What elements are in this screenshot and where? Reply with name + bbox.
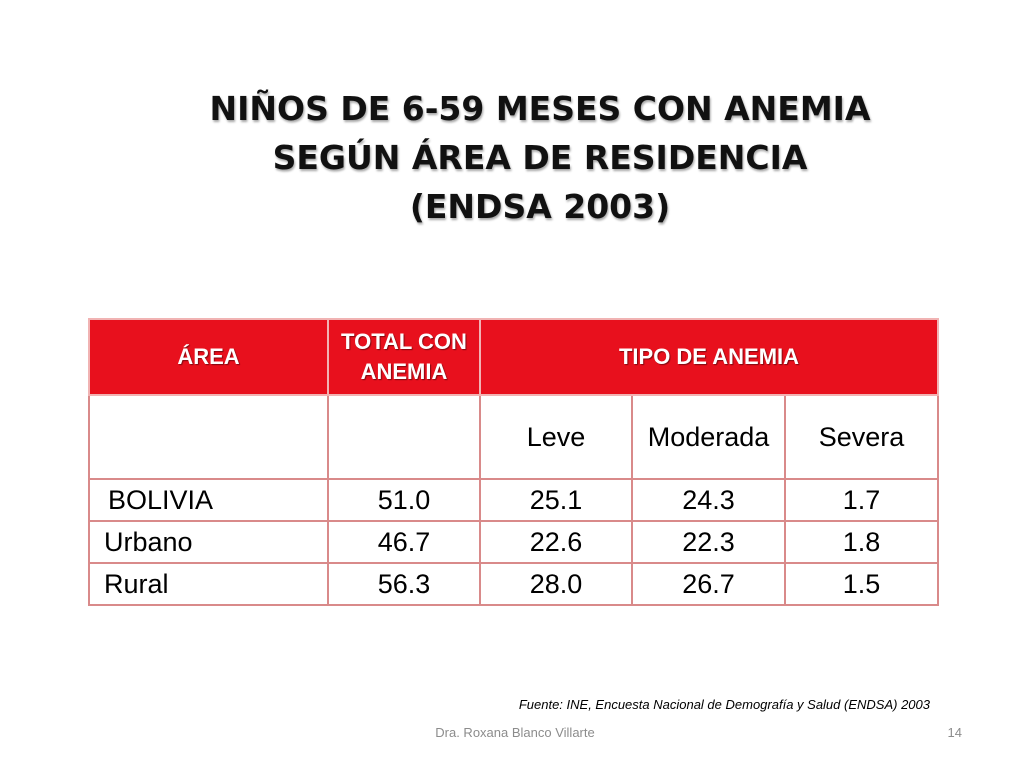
row-leve: 28.0 bbox=[480, 563, 632, 605]
row-moderada: 22.3 bbox=[632, 521, 785, 563]
header-tipo: TIPO DE ANEMIA bbox=[480, 319, 938, 395]
subheader-severa: Severa bbox=[785, 395, 938, 479]
row-area: BOLIVIA bbox=[89, 479, 328, 521]
row-severa: 1.8 bbox=[785, 521, 938, 563]
slide-title bbox=[150, 84, 930, 231]
row-severa: 1.7 bbox=[785, 479, 938, 521]
subheader-moderada: Moderada bbox=[632, 395, 785, 479]
row-moderada: 26.7 bbox=[632, 563, 785, 605]
table-row bbox=[89, 521, 938, 563]
table-header-row bbox=[89, 319, 938, 395]
subheader-cell bbox=[328, 395, 480, 479]
anemia-table bbox=[88, 318, 939, 606]
row-area: Urbano bbox=[89, 521, 328, 563]
header-total: TOTAL CON ANEMIA bbox=[328, 319, 480, 395]
table-row bbox=[89, 479, 938, 521]
header-area: ÁREA bbox=[89, 319, 328, 395]
row-moderada: 24.3 bbox=[632, 479, 785, 521]
row-severa: 1.5 bbox=[785, 563, 938, 605]
row-total: 46.7 bbox=[328, 521, 480, 563]
source-note: Fuente: INE, Encuesta Nacional de Demografía y Salud (ENDSA) 2003 bbox=[518, 697, 930, 712]
title-line-3: (ENDSA 2003) bbox=[409, 187, 671, 226]
subheader-cell bbox=[89, 395, 328, 479]
title-line-1: NIÑOS DE 6-59 MESES CON ANEMIA bbox=[209, 89, 871, 128]
row-leve: 25.1 bbox=[480, 479, 632, 521]
row-area: Rural bbox=[89, 563, 328, 605]
subheader-leve: Leve bbox=[480, 395, 632, 479]
row-total: 51.0 bbox=[328, 479, 480, 521]
table-subheader-row bbox=[89, 395, 938, 479]
row-leve: 22.6 bbox=[480, 521, 632, 563]
table-row bbox=[89, 563, 938, 605]
footer-author: Dra. Roxana Blanco Villarte bbox=[435, 725, 595, 740]
row-total: 56.3 bbox=[328, 563, 480, 605]
page-number: 14 bbox=[947, 725, 962, 740]
title-line-2: SEGÚN ÁREA DE RESIDENCIA bbox=[272, 138, 808, 177]
